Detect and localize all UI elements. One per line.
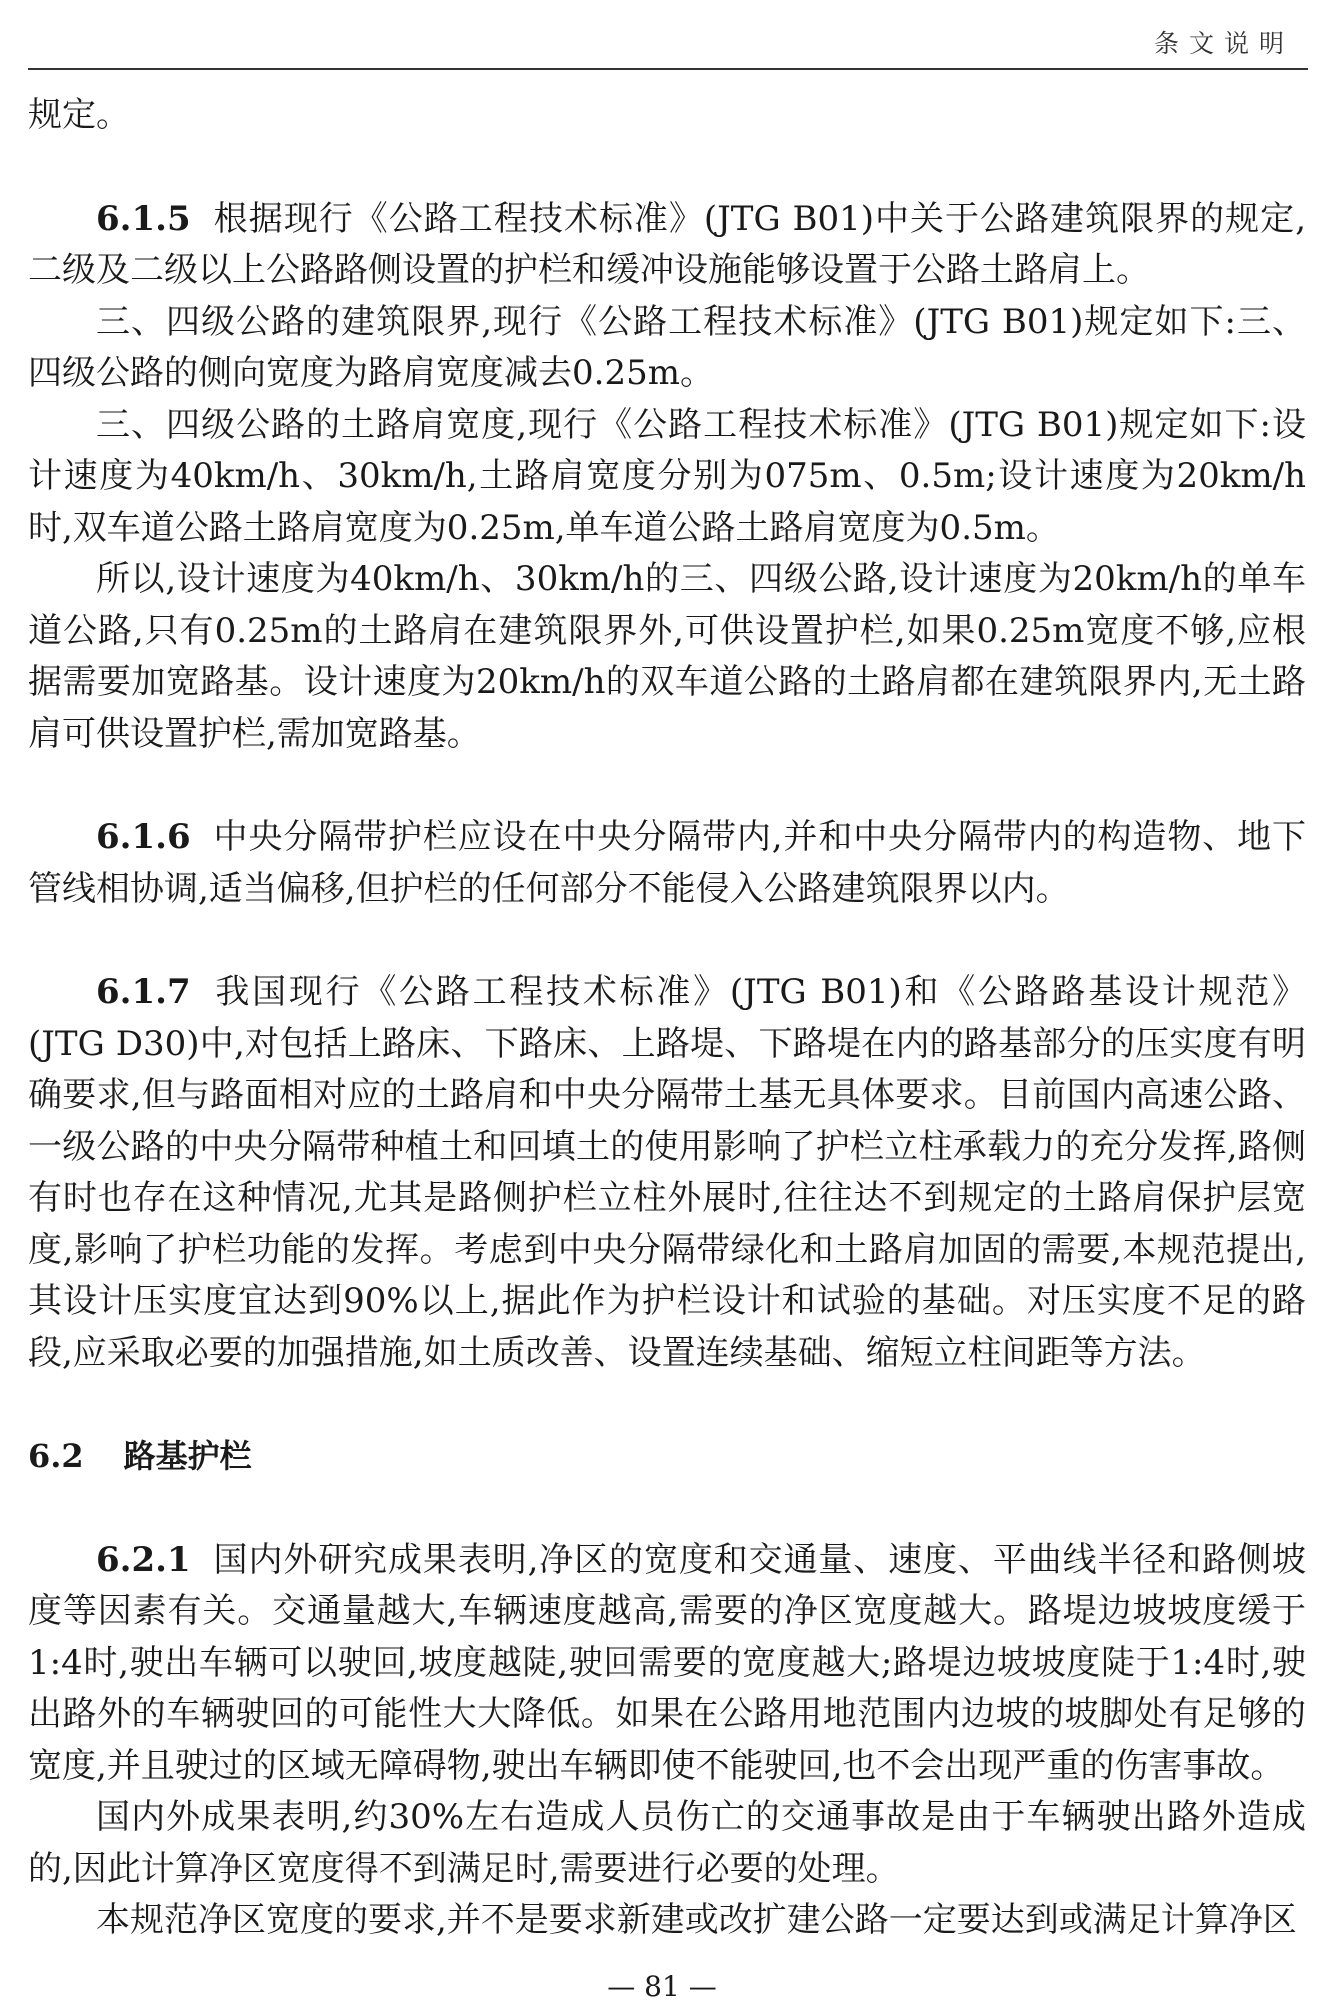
clause-6-1-5 <box>28 194 1306 297</box>
page-number: — 81 — <box>607 1970 717 2003</box>
clause-6-2-1 <box>28 1535 1306 1793</box>
section-number: 6.2 <box>28 1437 84 1475</box>
spacer <box>28 915 1306 967</box>
paragraph: 三、四级公路的土路肩宽度,现行《公路工程技术标准》(JTG B01)规定如下:设计速度为40km/h、30km/h,土路肩宽度分别为075m、0.5m;设计速度为20km/h时,双车道公路土路肩宽度为0.25m,单车道公路土路肩宽度为0.5m。 <box>28 404 1306 548</box>
clause-text: 我国现行《公路工程技术标准》(JTG B01)和《公路路基设计规范》(JTG D30)中,对包括上路床、下路床、上路堤、下路堤在内的路基部分的压实度有明确要求,但与路面相对应的土路肩和中央分隔带土基无具体要求。目前国内高速公路、一级公路的中央分隔带种植土和回填土的使用影响了护栏立柱承载力的充分发挥,路侧有时也存在这种情况,尤其是路侧护栏立柱外展时,往往达不到规定的土路肩保护层宽度,影响了护栏功能的发挥。考虑到中央分隔带绿化和土路肩加固的需要,本规范提出,其设计压实度宜达到90%以上,据此作为护栏设计和试验的基础。对压实度不足的路段,应采取必要的加强措施,如土质改善、设置连续基础、缩短立柱间距等方法。 <box>28 972 1306 1373</box>
section-title: 路基护栏 <box>123 1437 252 1475</box>
paragraph-continued: 规定。 <box>28 95 130 135</box>
body-content <box>28 90 1306 1947</box>
paragraph: 三、四级公路的建筑限界,现行《公路工程技术标准》(JTG B01)规定如下:三、四级公路的侧向宽度为路肩宽度减去0.25m。 <box>28 301 1306 393</box>
clause-number: 6.1.5 <box>96 198 191 239</box>
clause-number: 6.1.7 <box>96 972 191 1012</box>
page-header <box>28 0 1308 70</box>
clause-6-1-6 <box>28 812 1306 915</box>
clause-number: 6.1.6 <box>96 817 191 857</box>
spacer <box>28 1379 1306 1431</box>
clause-6-1-7 <box>28 967 1306 1379</box>
paragraph: 所以,设计速度为40km/h、30km/h的三、四级公路,设计速度为20km/h的单车道公路,只有0.25m的土路肩在建筑限界外,可供设置护栏,如果0.25m宽度不够,应根据需要加宽路基。设计速度为20km/h的双车道公路的土路肩都在建筑限界内,无土路肩可供设置护栏,需加宽路基。 <box>28 559 1306 754</box>
header-title: 条文说明 <box>1153 29 1294 58</box>
section-heading <box>28 1431 1306 1483</box>
paragraph: 本规范净区宽度的要求,并不是要求新建或改扩建公路一定要达到或满足计算净区 <box>96 1900 1297 1940</box>
clause-text: 中央分隔带护栏应设在中央分隔带内,并和中央分隔带内的构造物、地下管线相协调,适当偏移,但护栏的任何部分不能侵入公路建筑限界以内。 <box>28 817 1306 909</box>
spacer <box>28 1483 1306 1535</box>
paragraph: 国内外成果表明,约30%左右造成人员伤亡的交通事故是由于车辆驶出路外造成的,因此计算净区宽度得不到满足时,需要进行必要的处理。 <box>28 1797 1306 1889</box>
spacer <box>28 760 1306 812</box>
spacer <box>28 142 1306 194</box>
clause-text: 根据现行《公路工程技术标准》(JTG B01)中关于公路建筑限界的规定,二级及二级以上公路路侧设置的护栏和缓冲设施能够设置于公路土路肩上。 <box>28 198 1306 290</box>
clause-text: 国内外研究成果表明,净区的宽度和交通量、速度、平曲线半径和路侧坡度等因素有关。交通量越大,车辆速度越高,需要的净区宽度越大。路堤边坡坡度缓于1:4时,驶出车辆可以驶回,坡度越陡,驶回需要的宽度越大;路堤边坡坡度陡于1:4时,驶出路外的车辆驶回的可能性大大降低。如果在公路用地范围内边坡的坡脚处有足够的宽度,并且驶过的区域无障碍物,驶出车辆即使不能驶回,也不会出现严重的伤害事故。 <box>28 1539 1306 1786</box>
clause-number: 6.2.1 <box>96 1539 191 1580</box>
